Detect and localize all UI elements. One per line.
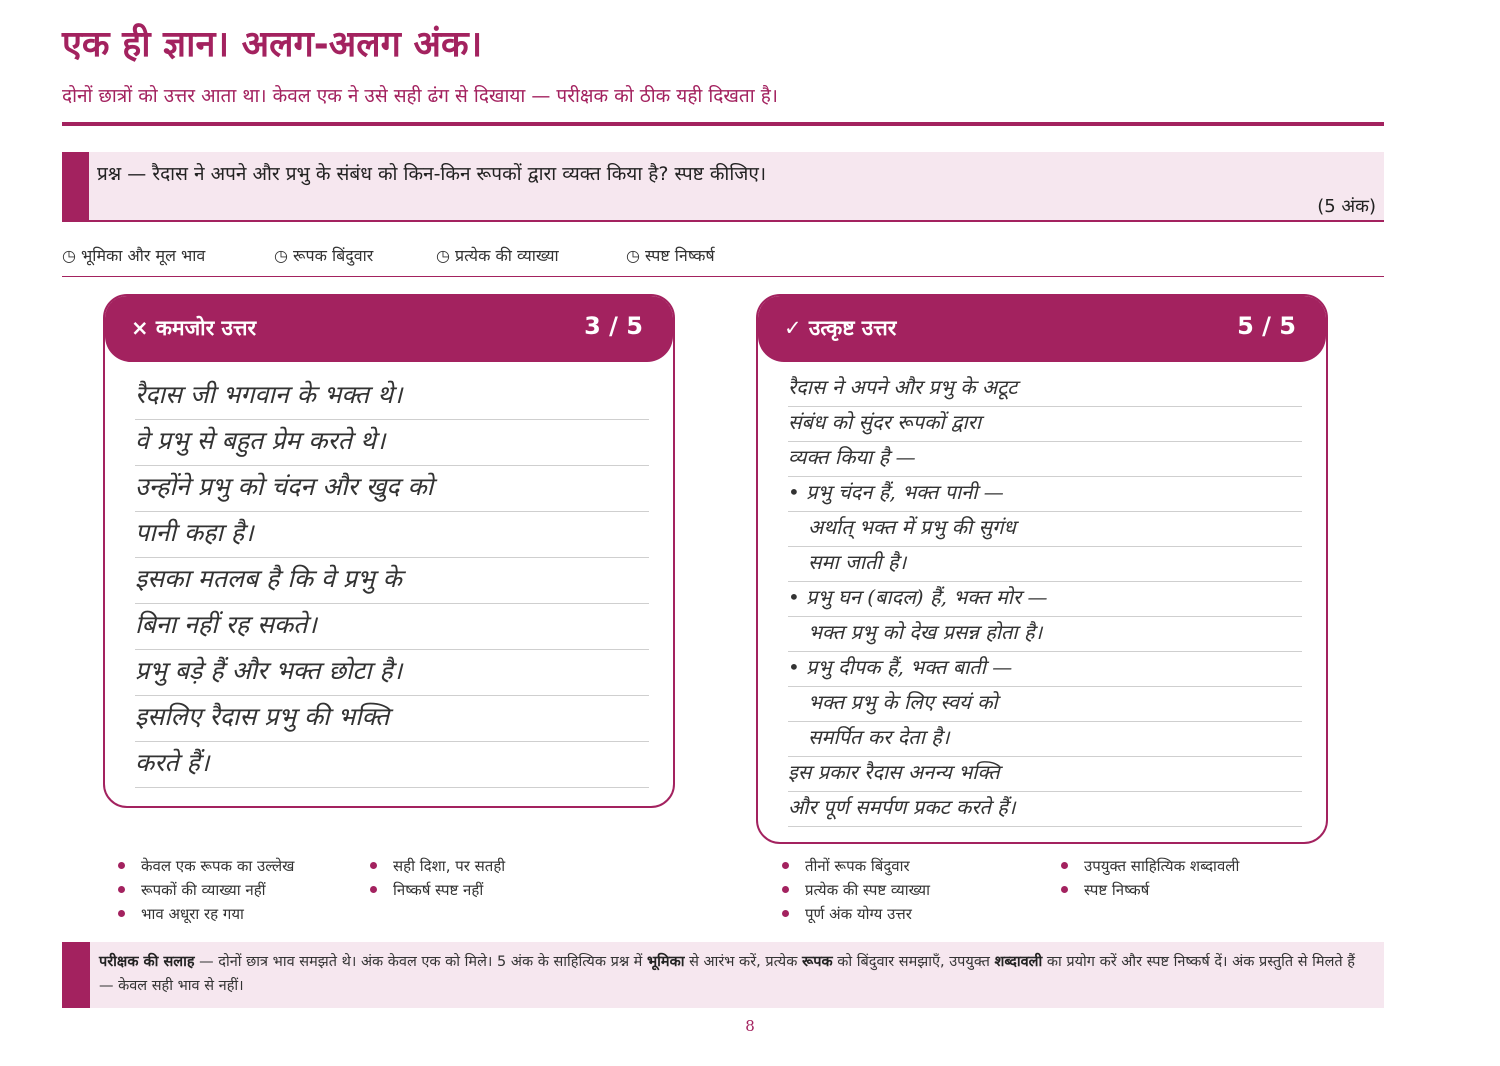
step-clock-icon: ◷ रूपक बिंदुवार xyxy=(274,246,374,265)
step-clock-icon: ◷ भूमिका और मूल भाव xyxy=(62,246,206,265)
handwritten-line: वे प्रभु से बहुत प्रेम करते थे। xyxy=(135,420,649,466)
handwritten-line: अर्थात् भक्त में प्रभु की सुगंध xyxy=(788,512,1302,547)
note-item: उपयुक्त साहित्यिक शब्दावली xyxy=(1061,856,1239,876)
weak-answer-title: × कमजोर उत्तर xyxy=(131,316,257,340)
handwritten-line: पानी कहा है। xyxy=(135,512,649,558)
handwritten-line: रैदास जी भगवान के भक्त थे। xyxy=(135,374,649,420)
note-item: रूपकों की व्याख्या नहीं xyxy=(118,880,266,900)
step-clock-icon: ◷ स्पष्ट निष्कर्ष xyxy=(626,246,715,265)
note-item: पूर्ण अंक योग्य उत्तर xyxy=(782,904,912,924)
note-item: सही दिशा, पर सतही xyxy=(370,856,505,876)
handwritten-line: इसलिए रैदास प्रभु की भक्ति xyxy=(135,696,649,742)
handwritten-line: भक्त प्रभु के लिए स्वयं को xyxy=(788,687,1302,722)
advice-accent-bar xyxy=(62,942,90,1008)
note-item: केवल एक रूपक का उल्लेख xyxy=(118,856,294,876)
weak-answer-header xyxy=(105,296,673,362)
note-item: तीनों रूपक बिंदुवार xyxy=(782,856,910,876)
title-divider xyxy=(62,122,1384,126)
weak-answer-score: 3 / 5 xyxy=(584,312,643,340)
handwritten-line: • प्रभु चंदन हैं, भक्त पानी — xyxy=(788,477,1302,512)
handwritten-line: भक्त प्रभु को देख प्रसन्न होता है। xyxy=(788,617,1302,652)
note-item: प्रत्येक की स्पष्ट व्याख्या xyxy=(782,880,930,900)
step-clock-icon: ◷ प्रत्येक की व्याख्या xyxy=(436,246,559,265)
handwritten-line: • प्रभु घन (बादल) हैं, भक्त मोर — xyxy=(788,582,1302,617)
page-number: 8 xyxy=(745,1017,755,1035)
answer-steps xyxy=(62,244,1384,272)
handwritten-line: संबंध को सुंदर रूपकों द्वारा xyxy=(788,407,1302,442)
question-box xyxy=(62,152,1384,222)
handwritten-line: करते हैं। xyxy=(135,742,649,788)
handwritten-line: समा जाती है। xyxy=(788,547,1302,582)
handwritten-line: प्रभु बड़े हैं और भक्त छोटा है। xyxy=(135,650,649,696)
strong-answer-header xyxy=(758,296,1326,362)
question-text: प्रश्न — रैदास ने अपने और प्रभु के संबंध को किन-किन रूपकों द्वारा व्यक्त किया है? स्पष्ट कीजिए। xyxy=(97,163,767,185)
handwritten-line: इसका मतलब है कि वे प्रभु के xyxy=(135,558,649,604)
note-item: निष्कर्ष स्पष्ट नहीं xyxy=(370,880,483,900)
handwritten-line: उन्होंने प्रभु को चंदन और खुद को xyxy=(135,466,649,512)
handwritten-line: बिना नहीं रह सकते। xyxy=(135,604,649,650)
handwritten-line: • प्रभु दीपक हैं, भक्त बाती — xyxy=(788,652,1302,687)
handwritten-line: व्यक्त किया है — xyxy=(788,442,1302,477)
strong-answer-notes xyxy=(782,856,1342,936)
handwritten-line: इस प्रकार रैदास अनन्य भक्ति xyxy=(788,757,1302,792)
strong-answer-card xyxy=(756,294,1328,844)
handwritten-line: समर्पित कर देता है। xyxy=(788,722,1302,757)
note-item: स्पष्ट निष्कर्ष xyxy=(1061,880,1149,900)
steps-divider xyxy=(62,276,1384,277)
note-item: भाव अधूरा रह गया xyxy=(118,904,244,924)
examiner-advice-box xyxy=(62,942,1384,1008)
handwritten-line: रैदास ने अपने और प्रभु के अटूट xyxy=(788,372,1302,407)
examiner-advice-text: परीक्षक की सलाह — दोनों छात्र भाव समझते थे। अंक केवल एक को मिले। 5 अंक के साहित्यिक प्रश्न में भूमिका से आरंभ करें, प्रत्येक रूपक को बिंदुवार समझाएँ, उपयुक्त शब्दावली का प्रयोग करें और स्पष्ट निष्कर्ष दें। अंक प्रस्तुति से मिलते हैं — केवल सही भाव से नहीं। xyxy=(99,954,1355,994)
strong-answer-score: 5 / 5 xyxy=(1237,312,1296,340)
weak-answer-card xyxy=(103,294,675,808)
question-accent-bar xyxy=(62,152,89,220)
page-title: एक ही ज्ञान। अलग-अलग अंक। xyxy=(62,24,483,65)
question-marks: (5 अंक) xyxy=(1317,196,1376,217)
handwritten-line: और पूर्ण समर्पण प्रकट करते हैं। xyxy=(788,792,1302,827)
weak-answer-notes xyxy=(118,856,678,936)
strong-answer-title: ✓ उत्कृष्ट उत्तर xyxy=(784,316,897,340)
page-subtitle: दोनों छात्रों को उत्तर आता था। केवल एक ने उसे सही ढंग से दिखाया — परीक्षक को ठीक यही दिखता है। xyxy=(62,85,779,107)
